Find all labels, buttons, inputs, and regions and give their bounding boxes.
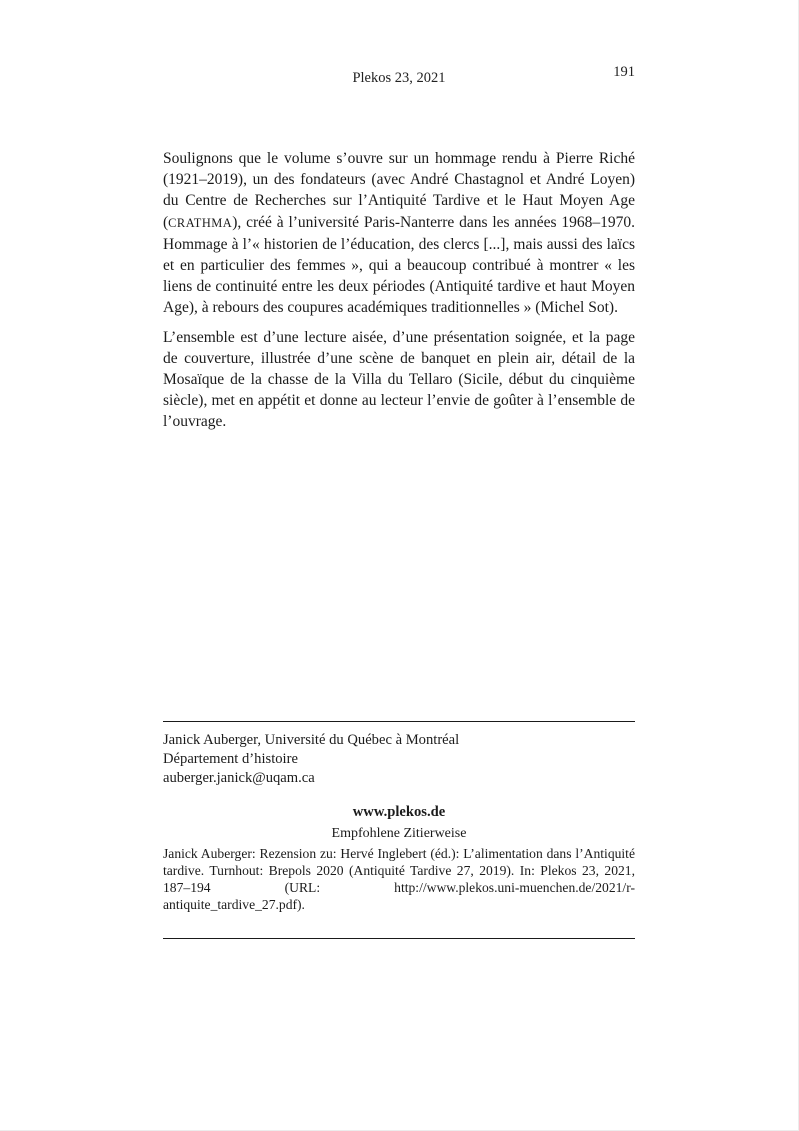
author-email: auberger.janick@uqam.ca [163,770,315,787]
body-paragraph-2: L’ensemble est d’une lecture aisée, d’une présentation soignée, et la page de couverture, illustrée d’une scène de banquet en plein air, détail de la Mosaïque de la chasse de la Villa du Tellaro (Sicile, début du cinquième siècle), met en appétit et donne au lecteur l’envie de goûter à l’ensemble de l’ouvrage. [163,328,635,431]
citation-heading: Empfohlene Zitierweise [331,825,467,841]
journal-website: www.plekos.de [352,803,446,820]
journal-title: Plekos 23, 2021 [352,70,446,86]
paragraph-1-text-continued: ), créé à l’université Paris-Nanterre dans les années 1968–1970. Hommage à l’« historien de l’éducation, des clercs [...], mais aussi des laïcs et en particulier des femmes », qui a beaucoup contribué à montrer « les liens de continuité entre les deux périodes (Antiquité tardive et haut Moyen Age), à rebours des coupures académiques traditionnelles » (Michel Sot). [163,213,635,317]
horizontal-rule-bottom [163,938,635,939]
page-number: 191 [613,64,635,80]
body-paragraph-1 [163,148,635,319]
citation-text: Janick Auberger: Rezension zu: Hervé Inglebert (éd.): L’alimentation dans l’Antiquité tardive. Turnhout: Brepols 2020 (Antiquité Tardive 27, 2019). In: Plekos 23, 2021, 187–194 (URL: http://www.plekos.uni-muenchen.de/2021/r-antiquite_tardive_27.pdf). [163,845,635,913]
paragraph-1-text: Soulignons que le volume s’ouvre sur un hommage rendu à Pierre Riché (1921–2019), un des fondateurs (avec André Chastagnol et André Loyen) du Centre de Recherches sur l’Antiquité Tardive et le Haut Moyen Age ( [163,150,635,231]
author-affiliation: Janick Auberger, Université du Québec à Montréal [163,731,460,748]
author-block [163,731,635,789]
body-text [163,148,635,433]
text-block [163,0,635,939]
horizontal-rule-top [163,721,635,722]
author-department: Département d’histoire [163,751,298,768]
crathma-smallcaps: CRATHMA [168,215,233,230]
page-header [163,0,635,92]
